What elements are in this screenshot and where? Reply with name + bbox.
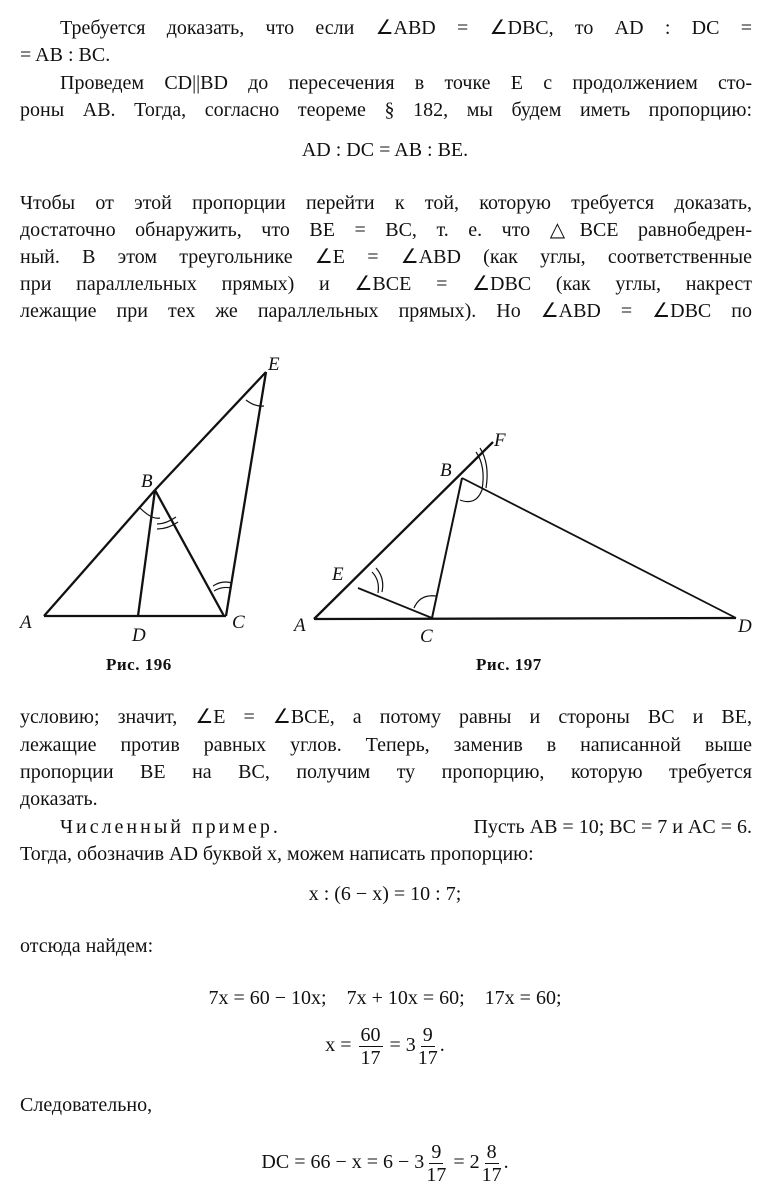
text-line: Требуется доказать, что если ∠ABD = ∠DBC, то AD : DC =	[60, 17, 752, 39]
label-B: B	[141, 471, 153, 492]
text-line: = AB : BC.	[20, 44, 111, 66]
figure-196-caption: Рис. 196	[106, 655, 172, 674]
denominator: 17	[426, 1163, 447, 1186]
text-line: лежащие при тех же параллельных прямых). Но ∠ABD = ∠DBC по	[20, 300, 752, 322]
denominator: 17	[417, 1046, 438, 1069]
angle-marks	[372, 448, 487, 608]
text-line: условию; значит, ∠E = ∠BCE, а потому равны и стороны BC и BE,	[20, 706, 752, 728]
formula-part: .	[503, 1151, 509, 1173]
triangle-lines	[314, 442, 736, 619]
fraction	[359, 1024, 383, 1069]
label-A: A	[294, 615, 306, 636]
formula-dc	[0, 1137, 770, 1187]
text-line: отсюда найдем:	[20, 935, 154, 957]
fraction	[418, 1024, 438, 1069]
formula: AD : DC = AB : BE.	[301, 139, 469, 161]
label-D: D	[132, 625, 146, 646]
text-line: пропорции BE на BC, получим ту пропорцию, которую требуется	[20, 761, 752, 783]
numerator: 60	[360, 1023, 381, 1046]
fraction	[426, 1141, 446, 1186]
text-line: доказать.	[20, 788, 98, 810]
label-E: E	[268, 354, 280, 375]
text-line: при параллельных прямых) и ∠BCE = ∠DBC (как углы, накрест	[20, 273, 752, 295]
label-C: C	[232, 612, 245, 633]
fraction	[482, 1141, 502, 1186]
text-line: роны AB. Тогда, согласно теореме § 182, мы будем иметь пропорцию:	[20, 99, 752, 121]
label-F: F	[494, 430, 506, 451]
denominator: 17	[481, 1163, 502, 1186]
numerator: 9	[431, 1140, 442, 1163]
formula-part: DC = 66 − x = 6 − 3	[261, 1151, 425, 1173]
text-line: достаточно обнаружить, что BE = BC, т. е. что △BCE равнобедрен-	[20, 219, 752, 241]
label-B: B	[440, 460, 452, 481]
figure-197	[280, 340, 770, 650]
text-line: лежащие против равных углов. Теперь, заменив в написанной выше	[20, 734, 752, 756]
text-line: Тогда, обозначив AD буквой x, можем написать пропорцию:	[20, 843, 534, 865]
label-C: C	[420, 626, 433, 647]
example-values: Пусть AB = 10; BC = 7 и AC = 6.	[473, 816, 752, 838]
formula-part: = 3	[389, 1034, 416, 1056]
figure-196	[0, 340, 290, 650]
formula-part: x =	[325, 1034, 352, 1056]
figure-197-caption: Рис. 197	[476, 655, 542, 674]
numerator: 8	[486, 1140, 497, 1163]
numerator: 9	[422, 1023, 433, 1046]
label-D: D	[738, 616, 752, 637]
label-E: E	[332, 564, 344, 585]
example-heading: Численный пример.	[60, 816, 281, 838]
label-A: A	[20, 612, 32, 633]
formula: 7x = 60 − 10x; 7x + 10x = 60; 17x = 60;	[208, 987, 562, 1009]
formula-x	[0, 1020, 770, 1070]
text-line: Чтобы от этой пропорции перейти к той, которую требуется доказать,	[20, 192, 752, 214]
denominator: 17	[360, 1046, 381, 1069]
triangle-lines	[44, 372, 266, 616]
text-line: ный. В этом треугольнике ∠E = ∠ABD (как углы, соответственные	[20, 246, 752, 268]
formula: x : (6 − x) = 10 : 7;	[308, 883, 462, 905]
formula-part: = 2	[453, 1151, 480, 1173]
text-line	[60, 814, 752, 840]
formula-part: .	[439, 1034, 445, 1056]
text-line: Следовательно,	[20, 1094, 153, 1116]
text-line: Проведем CD||BD до пересечения в точке E с продолжением сто-	[60, 72, 752, 94]
